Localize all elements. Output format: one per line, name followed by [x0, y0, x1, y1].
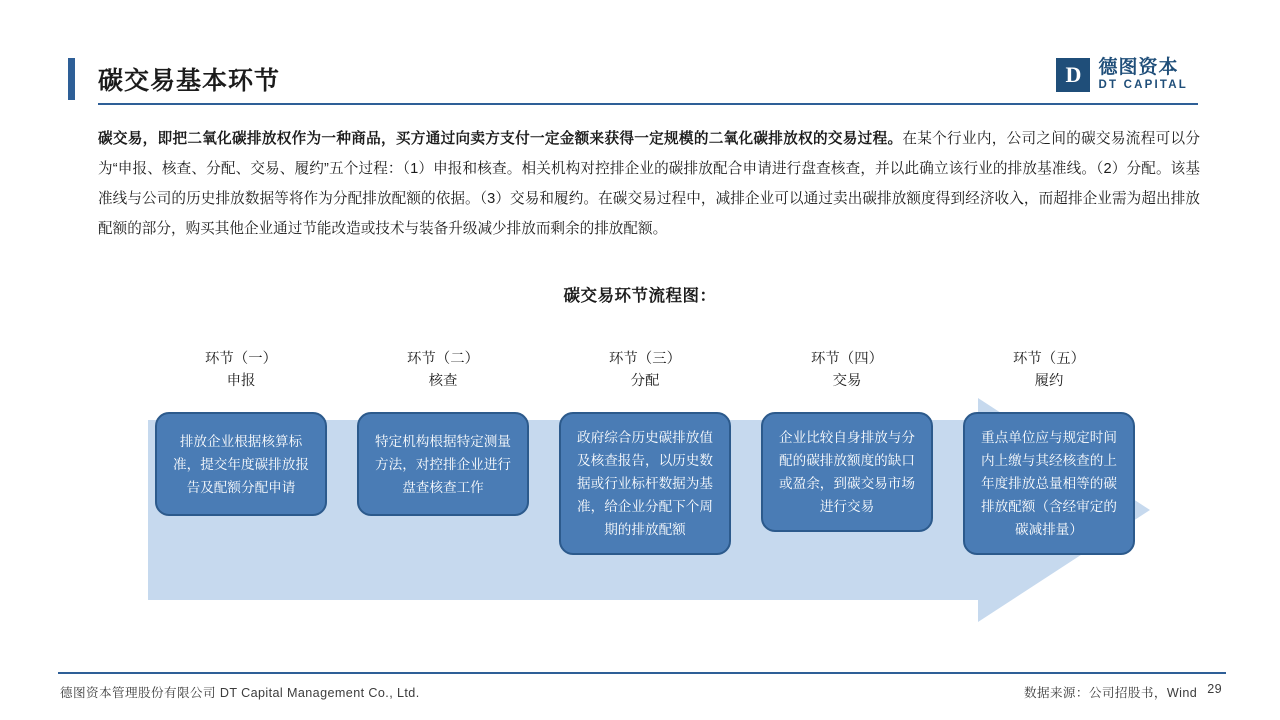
footer-meta	[1024, 682, 1222, 701]
stage-1-label-bottom: 申报	[226, 373, 256, 389]
stage-5-label-bottom: 履约	[1034, 373, 1064, 389]
stage-3-label-top: 环节（三）	[609, 351, 681, 367]
stage-label-5	[948, 348, 1150, 392]
footer-page-number: 29	[1207, 682, 1222, 696]
title-divider	[98, 103, 1198, 105]
logo-name-en: DT CAPITAL	[1098, 78, 1188, 91]
body-lead-sentence: 碳交易，即把二氧化碳排放权作为一种商品，买方通过向卖方支付一定金额来获得一定规模的二氧化碳排放权的交易过程。	[98, 131, 903, 147]
body-rest-text: 在某个行业内，公司之间的碳交易流程可以分为“申报、核查、分配、交易、履约”五个过程：（1）申报和核查。相关机构对控排企业的碳排放配合申请进行盘查核查，并以此确立该行业的排放基准线。（2）分配。该基准线与公司的历史排放数据等将作为分配排放配额的依据。（3）交易和履约。在碳交易过程中，减排企业可以通过卖出碳排放额度得到经济收入，而超排企业需为超出排放配额的部分，购买其他企业通过节能改造或技术与装备升级减少排放而剩余的排放配额。	[98, 131, 1200, 237]
stage-1-label-top: 环节（一）	[205, 351, 277, 367]
stage-label-4	[746, 348, 948, 392]
stage-card-4: 企业比较自身排放与分配的碳排放额度的缺口或盈余，到碳交易市场进行交易	[761, 412, 933, 532]
footer-source: 数据来源：公司招股书，Wind	[1023, 686, 1198, 700]
stage-card-5: 重点单位应与规定时间内上缴与其经核查的上年度排放总量相等的碳排放配额（含经审定的碳减排量）	[963, 412, 1135, 555]
slide-header	[0, 0, 1280, 108]
flow-diagram	[140, 340, 1150, 640]
stage-card-3: 政府综合历史碳排放值及核查报告，以历史数据或行业标杆数据为基准，给企业分配下个周期的排放配额	[559, 412, 731, 555]
diagram-heading: 碳交易环节流程图：	[563, 287, 717, 305]
stage-3-label-bottom: 分配	[630, 373, 660, 389]
title-accent-bar	[68, 58, 75, 100]
stage-4-label-top: 环节（四）	[811, 351, 883, 367]
stage-label-1	[140, 348, 342, 392]
footer-company: 德图资本管理股份有限公司 DT Capital Management Co., Ltd.	[60, 686, 420, 700]
stage-card-1: 排放企业根据核算标准，提交年度碳排放报告及配额分配申请	[155, 412, 327, 516]
stage-card-slot-1	[140, 412, 342, 516]
stage-2-label-bottom: 核查	[428, 373, 458, 389]
stage-card-row	[140, 412, 1150, 555]
brand-logo	[1056, 57, 1188, 92]
stage-card-slot-2	[342, 412, 544, 516]
stage-card-2: 特定机构根据特定测量方法，对控排企业进行盘查核查工作	[357, 412, 529, 516]
stage-2-label-top: 环节（二）	[407, 351, 479, 367]
stage-4-label-bottom: 交易	[832, 373, 862, 389]
stage-card-slot-5	[948, 412, 1150, 555]
body-paragraph	[98, 124, 1200, 244]
logo-text	[1098, 57, 1188, 92]
stage-card-slot-3	[544, 412, 746, 555]
logo-name-cn: 德图资本	[1098, 57, 1179, 78]
footer-divider	[58, 672, 1226, 674]
stage-label-3	[544, 348, 746, 392]
stage-label-2	[342, 348, 544, 392]
logo-mark-icon: D	[1056, 58, 1090, 92]
stage-5-label-top: 环节（五）	[1013, 351, 1085, 367]
page-title: 碳交易基本环节	[98, 67, 281, 95]
stage-label-row	[140, 348, 1150, 392]
stage-card-slot-4	[746, 412, 948, 532]
